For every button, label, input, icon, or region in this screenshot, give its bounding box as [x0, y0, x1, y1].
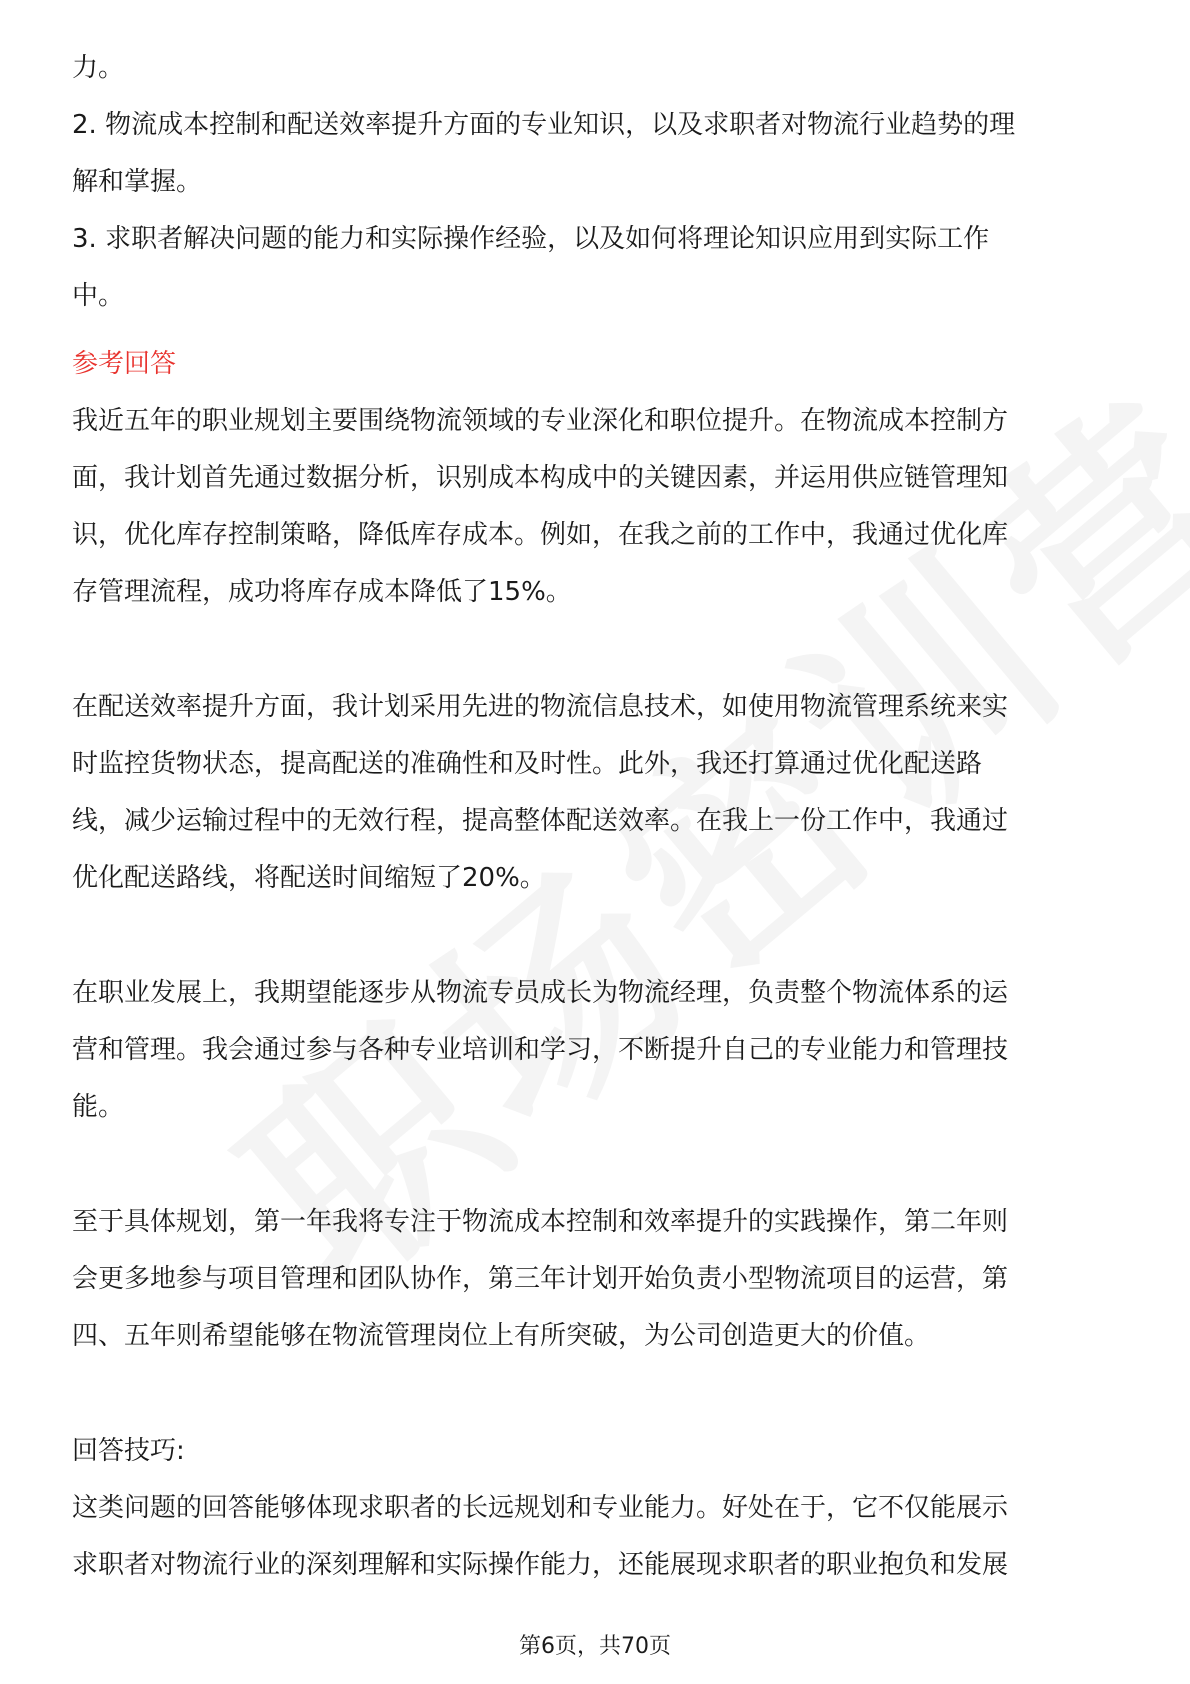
paragraph-line: 能。: [72, 1092, 125, 1122]
paragraph-line: 在配送效率提升方面，我计划采用先进的物流信息技术，如使用物流管理系统来实: [72, 692, 1009, 722]
paragraph-line: 时监控货物状态，提高配送的准确性和及时性。此外，我还打算通过优化配送路: [72, 749, 983, 779]
intro-line: 力。: [72, 53, 125, 83]
paragraph-line: 这类问题的回答能够体现求职者的长远规划和专业能力。好处在于，它不仅能展示: [72, 1493, 1009, 1523]
paragraph-delivery-efficiency: [72, 679, 1120, 907]
paragraph-gap: [72, 621, 1120, 679]
paragraph-cost-control: [72, 393, 1120, 621]
paragraph-line: 在职业发展上，我期望能逐步从物流专员成长为物流经理，负责整个物流体系的运: [72, 978, 1009, 1008]
intro-line: 2. 物流成本控制和配送效率提升方面的专业知识，以及求职者对物流行业趋势的理: [72, 110, 1016, 140]
intro-line: 解和掌握。: [72, 167, 203, 197]
paragraph-gap: [72, 1365, 1120, 1423]
paragraph-line: 会更多地参与项目管理和团队协作，第三年计划开始负责小型物流项目的运营，第: [72, 1264, 1009, 1294]
answer-tips-heading: 回答技巧:: [72, 1436, 185, 1466]
paragraph-line: 四、五年则希望能够在物流管理岗位上有所突破，为公司创造更大的价值。: [72, 1321, 931, 1351]
paragraph-specific-plan: [72, 1194, 1120, 1365]
intro-section: [72, 40, 1120, 325]
paragraph-line: 存管理流程，成功将库存成本降低了15%。: [72, 577, 572, 607]
paragraph-line: 我近五年的职业规划主要围绕物流领域的专业深化和职位提升。在物流成本控制方: [72, 406, 1009, 436]
paragraph-line: 求职者对物流行业的深刻理解和实际操作能力，还能展现求职者的职业抱负和发展: [72, 1550, 1009, 1580]
paragraph-line: 线，减少运输过程中的无效行程，提高整体配送效率。在我上一份工作中，我通过: [72, 806, 1009, 836]
paragraph-line: 至于具体规划，第一年我将专注于物流成本控制和效率提升的实践操作，第二年则: [72, 1207, 1009, 1237]
paragraph-gap: [72, 907, 1120, 965]
document-body: [72, 40, 1120, 1594]
intro-line: 3. 求职者解决问题的能力和实际操作经验，以及如何将理论知识应用到实际工作: [72, 224, 990, 254]
answer-tips-section: [72, 1480, 1120, 1594]
paragraph-line: 营和管理。我会通过参与各种专业培训和学习，不断提升自己的专业能力和管理技: [72, 1035, 1009, 1065]
paragraph-line: 识，优化库存控制策略，降低库存成本。例如，在我之前的工作中，我通过优化库: [72, 520, 1009, 550]
paragraph-line: 面，我计划首先通过数据分析，识别成本构成中的关键因素，并运用供应链管理知: [72, 463, 1009, 493]
paragraph-gap: [72, 1136, 1120, 1194]
paragraph-career-development: [72, 965, 1120, 1136]
paragraph-line: 优化配送路线，将配送时间缩短了20%。: [72, 863, 546, 893]
page-number-footer: 第6页，共70页: [519, 1634, 671, 1659]
intro-line: 中。: [72, 281, 125, 311]
reference-answer-heading: 参考回答: [72, 349, 177, 379]
